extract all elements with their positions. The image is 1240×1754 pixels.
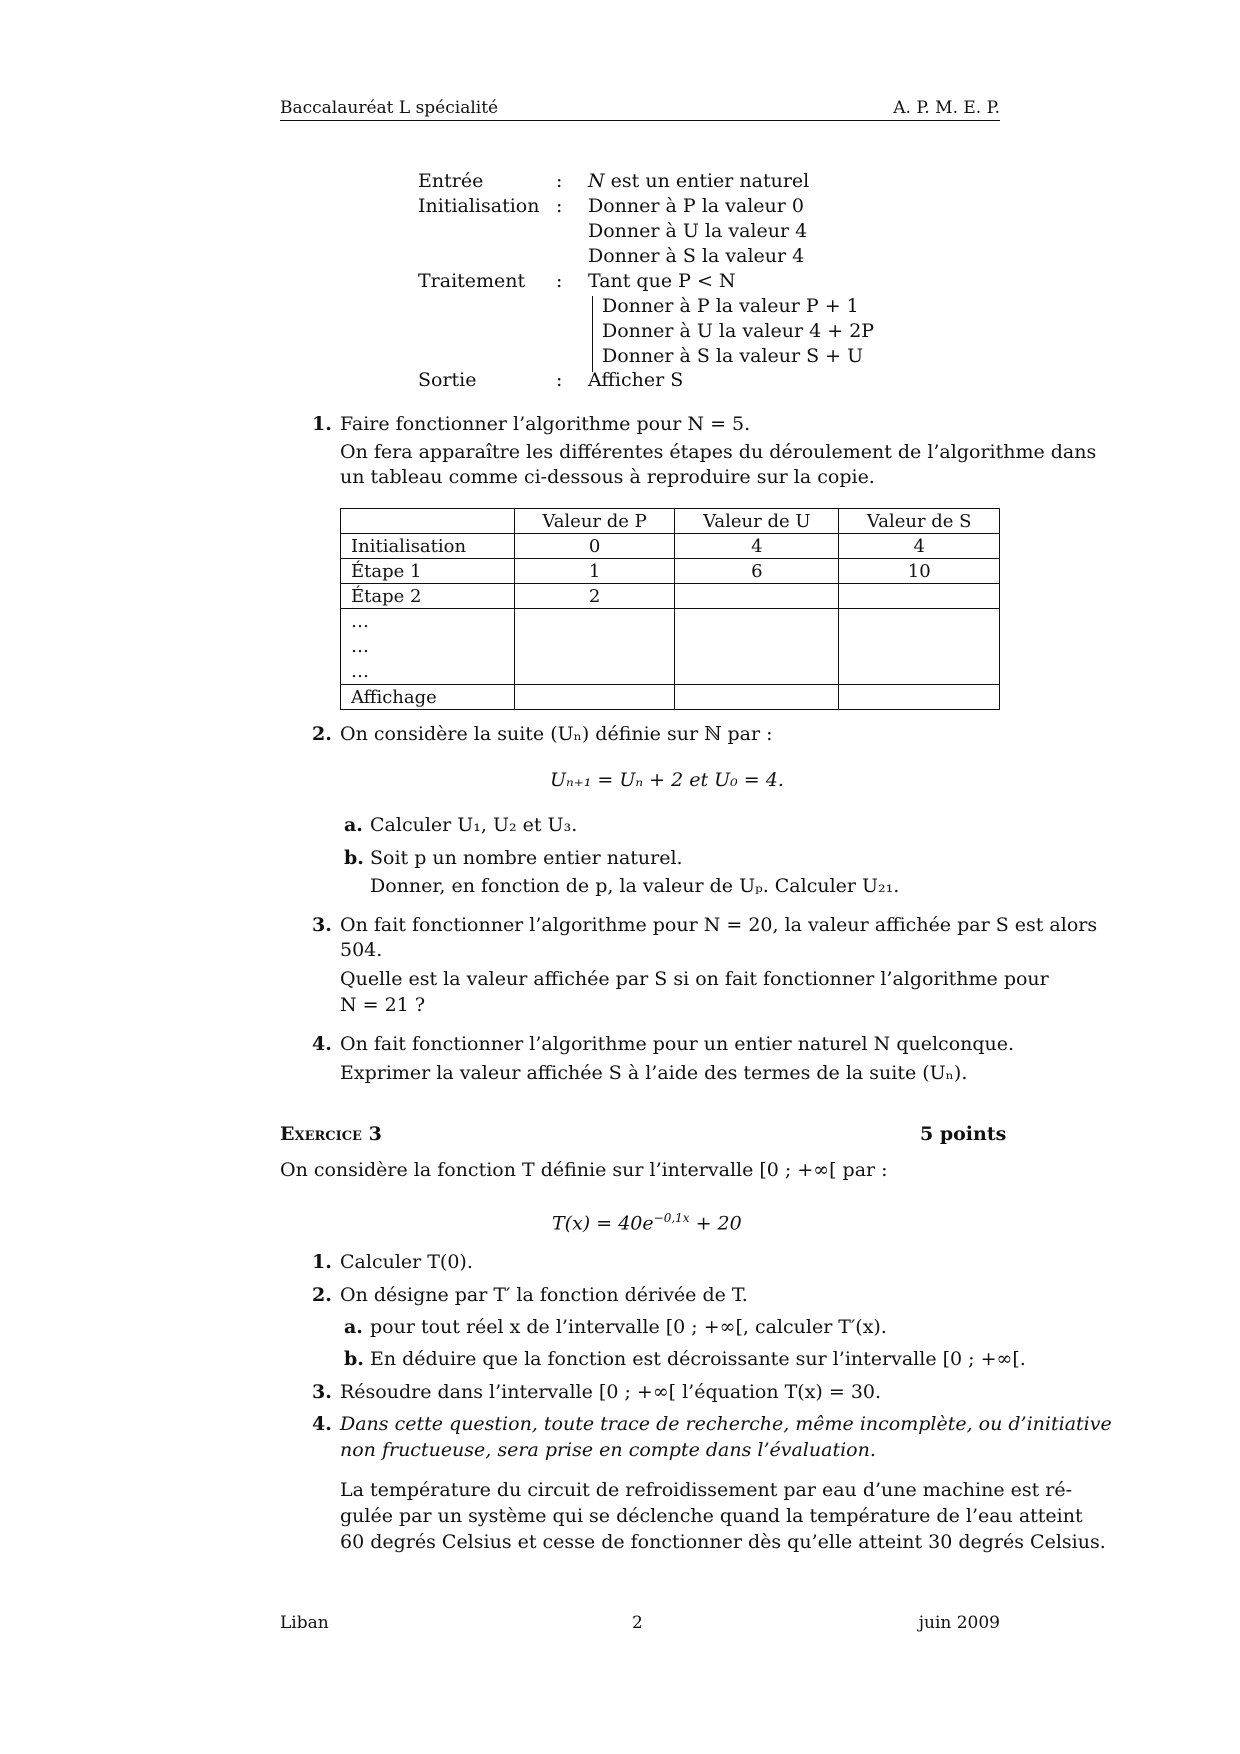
q4-number: 4.: [312, 1033, 332, 1055]
table-row-ellipsis: [341, 609, 1000, 685]
q1-line3: un tableau comme ci-dessous à reproduire sur la copie.: [340, 466, 875, 488]
ex3-q2a-label: a.: [344, 1316, 363, 1338]
ex3-para-line3: 60 degrés Celsius et cesse de fonctionner dès qu’elle atteint 30 degrés Celsius.: [340, 1531, 1106, 1553]
table-cell: 0: [514, 534, 674, 559]
algo-trait-label: Traitement: [418, 270, 526, 292]
algo-entree-label: Entrée: [418, 170, 484, 192]
table-row: [341, 685, 1000, 710]
algo-entree-text: N est un entier naturel: [588, 170, 810, 192]
table-cell: [675, 584, 839, 609]
header-left: Baccalauréat L spécialité: [280, 98, 499, 118]
ex3-q2-number: 2.: [312, 1284, 332, 1306]
table-cell: 4: [675, 534, 839, 559]
q4-line2: Exprimer la valeur affichée S à l’aide des termes de la suite (Uₙ).: [340, 1062, 968, 1084]
loop-bar: [592, 296, 593, 372]
table-cell: [839, 609, 1000, 685]
algo-init-2: Donner à U la valeur 4: [588, 220, 808, 242]
table-row: [341, 534, 1000, 559]
ex3-q3: Résoudre dans l’intervalle [0 ; +∞[ l’équation T(x) = 30.: [340, 1381, 882, 1403]
ex3-q2b: En déduire que la fonction est décroissante sur l’intervalle [0 ; +∞[.: [370, 1348, 1026, 1370]
q1-line1: Faire fonctionner l’algorithme pour N = 5.: [340, 413, 751, 435]
table-header-cell: Valeur de S: [839, 509, 1000, 534]
algo-trait-2: Donner à U la valeur 4 + 2P: [602, 320, 875, 342]
algo-sortie-text: Afficher S: [588, 369, 684, 391]
header-rule: [280, 120, 1000, 121]
q2-number: 2.: [312, 723, 332, 745]
table-cell: Étape 1: [341, 559, 515, 584]
table-header-cell: Valeur de U: [675, 509, 839, 534]
q1-number: 1.: [312, 413, 332, 435]
ex3-q3-number: 3.: [312, 1381, 332, 1403]
table-cell: 6: [675, 559, 839, 584]
table-cell: 2: [514, 584, 674, 609]
table-cell: [514, 685, 674, 710]
table-cell: 10: [839, 559, 1000, 584]
q4-line1: On fait fonctionner l’algorithme pour un entier naturel N quelconque.: [340, 1033, 1015, 1055]
q3-number: 3.: [312, 914, 332, 936]
table-header-cell: [341, 509, 515, 534]
steps-table: [340, 508, 1000, 710]
page-header: [280, 98, 1000, 120]
ex3-intro: On considère la fonction T définie sur l’intervalle [0 ; +∞[ par :: [280, 1159, 888, 1181]
exercise-title: Exercice 3: [280, 1123, 382, 1145]
exercise-points: 5 points: [920, 1123, 1007, 1145]
q1-line2: On fera apparaître les différentes étapes du déroulement de l’algorithme dans: [340, 441, 1097, 463]
algo-colon: :: [556, 195, 563, 217]
q2-intro: On considère la suite (Uₙ) définie sur ℕ par :: [340, 723, 773, 745]
q2a-text: Calculer U₁, U₂ et U₃.: [370, 814, 578, 836]
table-cell: Étape 2: [341, 584, 515, 609]
algo-trait-head: Tant que P < N: [588, 270, 736, 292]
q2a-label: a.: [344, 814, 363, 836]
algo-colon: :: [556, 270, 563, 292]
q3-line3: Quelle est la valeur affichée par S si on fait fonctionner l’algorithme pour: [340, 968, 1049, 990]
q3-line2: 504.: [340, 939, 383, 961]
algo-init-label: Initialisation: [418, 195, 540, 217]
table-cell: [514, 609, 674, 685]
ex3-q2a: pour tout réel x de l’intervalle [0 ; +∞[, calculer T′(x).: [370, 1316, 887, 1338]
q2b-text2: Donner, en fonction de p, la valeur de Uₚ. Calculer U₂₁.: [370, 875, 900, 897]
ex3-q2b-label: b.: [344, 1348, 364, 1370]
algo-init-3: Donner à S la valeur 4: [588, 245, 805, 267]
algo-colon: :: [556, 369, 563, 391]
algo-sortie-label: Sortie: [418, 369, 477, 391]
ex3-q1: Calculer T(0).: [340, 1251, 473, 1273]
table-cell: 1: [514, 559, 674, 584]
footer-right: juin 2009: [918, 1613, 1000, 1633]
table-header-row: [341, 509, 1000, 534]
ex3-q4-italic1: Dans cette question, toute trace de recherche, même incomplète, ou d’initiative: [340, 1413, 1112, 1435]
table-cell: [839, 685, 1000, 710]
q3-line1: On fait fonctionner l’algorithme pour N = 20, la valeur affichée par S est alors: [340, 914, 1098, 936]
ex3-para-line1: La température du circuit de refroidissement par eau d’une machine est ré-: [340, 1479, 1073, 1501]
algo-init-1: Donner à P la valeur 0: [588, 195, 804, 217]
q2-formula: Uₙ₊₁ = Uₙ + 2 et U₀ = 4.: [550, 769, 784, 791]
ex3-q4-number: 4.: [312, 1413, 332, 1435]
ex3-para-line2: gulée par un système qui se déclenche quand la température de l’eau atteint: [340, 1505, 1083, 1527]
q2b-text1: Soit p un nombre entier naturel.: [370, 847, 683, 869]
table-row: [341, 559, 1000, 584]
page-number: 2: [632, 1613, 643, 1633]
table-cell: Initialisation: [341, 534, 515, 559]
ex3-q4-italic2: non fructueuse, sera prise en compte dans l’évaluation.: [340, 1439, 876, 1461]
q3-line4: N = 21 ?: [340, 994, 426, 1016]
table-row: [341, 584, 1000, 609]
ex3-q2: On désigne par T′ la fonction dérivée de T.: [340, 1284, 748, 1306]
header-right: A. P. M. E. P.: [893, 98, 1000, 118]
table-cell: [675, 685, 839, 710]
table-cell: 4: [839, 534, 1000, 559]
table-header-cell: Valeur de P: [514, 509, 674, 534]
algo-trait-3: Donner à S la valeur S + U: [602, 345, 864, 367]
ex3-q1-number: 1.: [312, 1251, 332, 1273]
algo-trait-1: Donner à P la valeur P + 1: [602, 295, 859, 317]
q2b-label: b.: [344, 847, 364, 869]
table-cell: [839, 584, 1000, 609]
table-cell: Affichage: [341, 685, 515, 710]
table-cell: [675, 609, 839, 685]
footer-left: Liban: [280, 1613, 329, 1633]
table-cell: … … …: [341, 609, 515, 685]
algo-colon: :: [556, 170, 563, 192]
ex3-formula: $T(x) = 40e^{-0,1x} + 20$: [552, 1211, 742, 1235]
